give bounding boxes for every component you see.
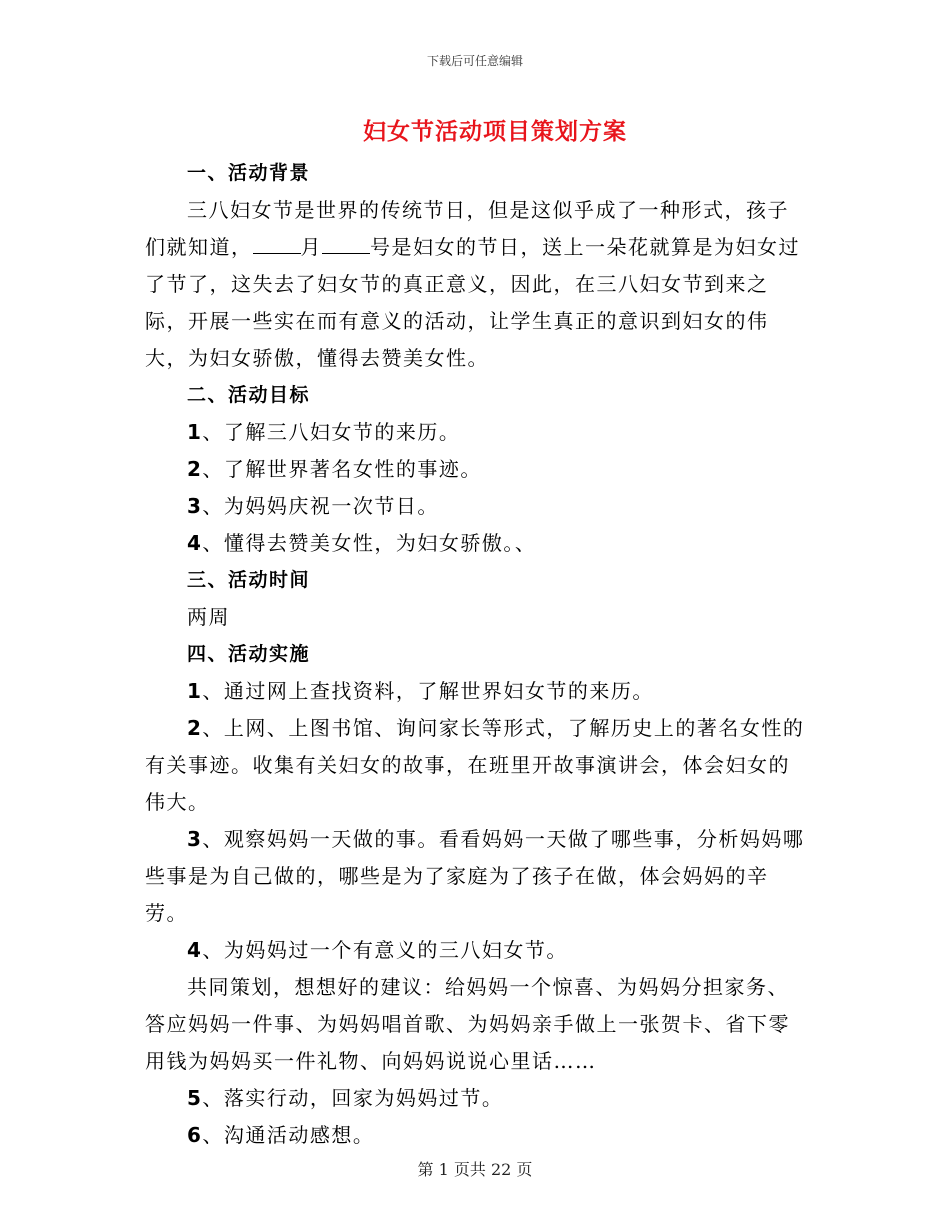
section-heading-background: 一、活动背景 — [187, 162, 311, 184]
month-label: 月 — [300, 235, 322, 259]
blank-month — [253, 235, 301, 254]
document-title: 妇女节活动项目策划方案 — [363, 118, 627, 145]
item-text: 、了解三八妇女节的来历。 — [202, 420, 461, 444]
background-text-part2: 号是妇女的节日，送上一朵花就算是为妇女过了节了，这失去了妇女节的真正意义，因此，在三八妇女节到来之际，开展一些实在而有意义的活动，让学生真正的意识到妇女的伟大，为妇女骄傲，懂得去赞美女性。 — [145, 235, 800, 370]
item-number: 3 — [187, 494, 203, 518]
goal-item — [145, 488, 810, 525]
implementation-item — [145, 821, 810, 932]
item-text: 、沟通活动感想。 — [202, 1123, 375, 1147]
page-header: 下载后可任意编辑 — [426, 54, 523, 68]
item-number: 1 — [187, 679, 203, 703]
implementation-item — [145, 710, 810, 821]
implementation-item — [145, 932, 810, 969]
item-number: 4 — [187, 531, 203, 555]
item-number: 2 — [187, 716, 203, 740]
item-text: 、为妈妈过一个有意义的三八妇女节。 — [202, 938, 568, 962]
item-text: 、落实行动，回家为妈妈过节。 — [202, 1086, 504, 1110]
item-text: 、懂得去赞美女性，为妇女骄傲。、 — [202, 531, 537, 555]
item-number: 3 — [187, 827, 203, 851]
document-body — [145, 155, 810, 1154]
goal-item — [145, 414, 810, 451]
section-heading-implementation: 四、活动实施 — [187, 643, 311, 665]
section-heading-goals: 二、活动目标 — [187, 384, 311, 406]
item-text: 、上网、上图书馆、询问家长等形式，了解历史上的著名女性的有关事迹。收集有关妇女的故事，在班里开故事演讲会，体会妇女的伟大。 — [145, 716, 805, 814]
item-text: 、了解世界著名女性的事迹。 — [202, 457, 482, 481]
section-heading-time: 三、活动时间 — [187, 569, 311, 591]
item-text: 、通过网上查找资料，了解世界妇女节的来历。 — [202, 679, 654, 703]
goal-item — [145, 451, 810, 488]
background-text-part1: 三八妇女节是世界的传统节日，但是这似乎成了一种形式，孩子们就知道， — [145, 198, 789, 259]
item-number: 4 — [187, 938, 203, 962]
page-footer: 第 1 页共 22 页 — [417, 1160, 533, 1179]
implementation-item — [145, 673, 810, 710]
item-text: 、为妈妈庆祝一次节日。 — [202, 494, 439, 518]
item-number: 1 — [187, 420, 203, 444]
goal-item — [145, 525, 810, 562]
implementation-item — [145, 1080, 810, 1117]
item-text: 、观察妈妈一天做的事。看看妈妈一天做了哪些事，分析妈妈哪些事是为自己做的，哪些是为了家庭为了孩子在做，体会妈妈的辛劳。 — [145, 827, 805, 925]
time-text: 两周 — [187, 605, 230, 629]
item-number: 5 — [187, 1086, 203, 1110]
plan-paragraph: 共同策划，想想好的建议：给妈妈一个惊喜、为妈妈分担家务、答应妈妈一件事、为妈妈唱首歌、为妈妈亲手做上一张贺卡、省下零用钱为妈妈买一件礼物、向妈妈说说心里话…… — [145, 975, 790, 1073]
background-paragraph — [145, 192, 810, 377]
item-number: 2 — [187, 457, 203, 481]
implementation-item — [145, 1117, 810, 1154]
item-number: 6 — [187, 1123, 203, 1147]
blank-day — [322, 235, 370, 254]
